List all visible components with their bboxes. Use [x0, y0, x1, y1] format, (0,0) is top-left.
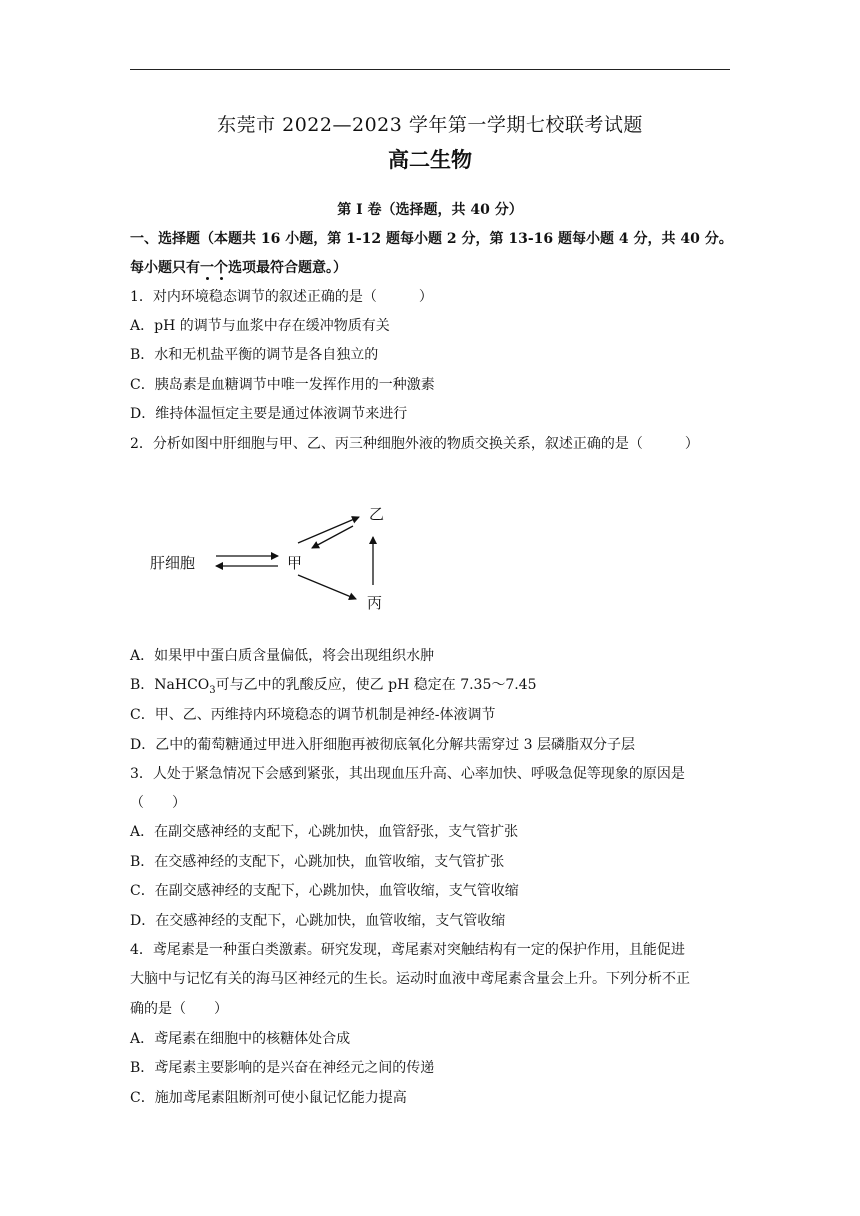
question-4-stem-line-2: 大脑中与记忆有关的海马区神经元的生长。运动时血液中鸢尾素含量会上升。下列分析不正 — [130, 971, 690, 987]
question-4-stem-line-1: 4．鸢尾素是一种蛋白类激素。研究发现，鸢尾素对突触结构有一定的保护作用，且能促进 — [130, 942, 685, 958]
question-2-stem: 2．分析如图中肝细胞与甲、乙、丙三种细胞外液的物质交换关系，叙述正确的是（ ） — [130, 436, 699, 452]
question-1-option-b: B．水和无机盐平衡的调节是各自独立的 — [130, 347, 379, 363]
arrow-yi-to-jia — [312, 526, 353, 548]
question-3-option-d: D．在交感神经的支配下，心跳加快，血管收缩，支气管收缩 — [130, 913, 506, 929]
question-3-stem-line-2: （ ） — [130, 795, 186, 811]
question-4-stem-line-3: 确的是（ ） — [130, 1001, 228, 1017]
liver-cell-label: 肝细胞 — [150, 554, 196, 572]
exam-title: 东莞市 2022—2023 学年第一学期七校联考试题 — [217, 114, 643, 136]
instructions-line-1: 一、选择题（本题共 16 小题，第 1-12 题每小题 2 分，第 13-16 题每小题 4 分，共 40 分。 — [130, 231, 733, 247]
emphasis-dot-1: 一 — [200, 260, 214, 276]
section-heading: 第 I 卷（选择题，共 40 分） — [337, 202, 523, 218]
bing-label: 丙 — [367, 594, 383, 612]
question-4-option-a: A．鸢尾素在细胞中的核糖体处合成 — [130, 1031, 351, 1047]
instructions-line-2: 每小题只有一个选项最符合题意。） — [130, 260, 347, 276]
arrow-jia-to-bing — [298, 575, 356, 599]
question-3-option-c: C．在副交感神经的支配下，心跳加快，血管收缩，支气管收缩 — [130, 883, 519, 899]
emphasis-dot-2: 个 — [214, 260, 228, 276]
question-2-option-a: A．如果甲中蛋白质含量偏低，将会出现组织水肿 — [130, 648, 435, 664]
header-rule — [130, 69, 730, 70]
question-1-option-d: D．维持体温恒定主要是通过体液调节来进行 — [130, 406, 408, 422]
question-2-option-b: B．NaHCO$_3$可与乙中的乳酸反应，使乙 pH 稳定在 7.35～7.45 — [130, 677, 537, 696]
question-3-option-a: A．在副交感神经的支配下，心跳加快，血管舒张，支气管扩张 — [130, 824, 519, 840]
question-4-option-b: B．鸢尾素主要影响的是兴奋在神经元之间的传递 — [130, 1060, 435, 1076]
question-1-option-c: C．胰岛素是血糖调节中唯一发挥作用的一种激素 — [130, 377, 435, 393]
jia-label: 甲 — [287, 554, 303, 572]
question-2-option-c: C．甲、乙、丙维持内环境稳态的调节机制是神经-体液调节 — [130, 707, 496, 723]
question-1-option-a: A．pH 的调节与血浆中存在缓冲物质有关 — [130, 318, 390, 334]
question-3-stem-line-1: 3．人处于紧急情况下会感到紧张，其出现血压升高、心率加快、呼吸急促等现象的原因是 — [130, 766, 685, 782]
question-1-stem: 1．对内环境稳态调节的叙述正确的是（ ） — [130, 289, 433, 305]
question-4-option-c: C．施加鸢尾素阻断剂可使小鼠记忆能力提高 — [130, 1090, 407, 1106]
yi-label: 乙 — [369, 505, 385, 523]
question-3-option-b: B．在交感神经的支配下，心跳加快，血管收缩，支气管扩张 — [130, 854, 505, 870]
question-2-option-d: D．乙中的葡萄糖通过甲进入肝细胞再被彻底氧化分解共需穿过 3 层磷脂双分子层 — [130, 737, 636, 753]
exam-subject: 高二生物 — [388, 148, 472, 172]
exchange-diagram — [140, 495, 400, 615]
